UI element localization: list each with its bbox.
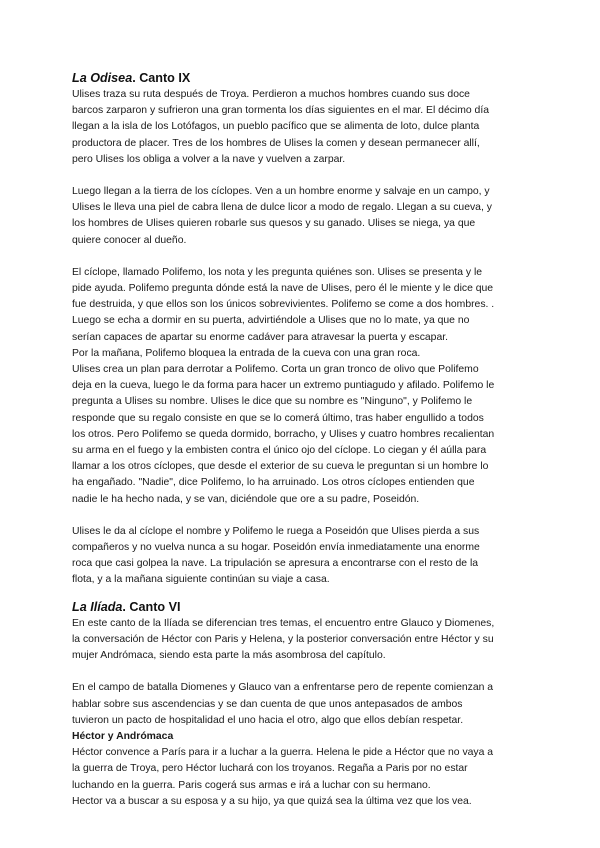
odisea-paragraph-2: Luego llegan a la tierra de los cíclopes. Ven a un hombre enorme y salvaje en un campo, y Ulises le lleva una piel de cabra llena de dulce licor a modo de regalo. Llegan a su cueva, y los hombres de Ulises quieren robarle sus quesos y su ganado. Ulises se niega, ya que quiere conocer al dueño. [72, 186, 492, 246]
odisea-paragraph-1: Ulises traza su ruta después de Troya. Perdieron a muchos hombres cuando sus doce barcos zarparon y sufrieron una gran tormenta los días siguientes en el mar. El décimo día llegan a la isla de los Lotófagos, un pueblo pacífico que se alimenta de loto, dulce planta productora de placer. Tres de los hombres de Ulises la comen y desean permanecer allí, pero Ulises los obliga a volver a la nave y vuelven a zarpar. [72, 89, 489, 165]
heading-iliada-work: La Ilíada [72, 599, 123, 614]
iliada-paragraph-1: En este canto de la Ilíada se diferencian tres temas, el encuentro entre Glauco y Diomenes, la conversación de Héctor con Paris y Helena, y la posterior conversación entre Héctor y su mujer Andrómaca, siendo esta parte la más asombrosa del capítulo. [72, 617, 495, 662]
odisea-paragraph-3: El cíclope, llamado Polifemo, los nota y les pregunta quiénes son. Ulises se presenta y le pide ayuda. Polifemo pregunta dónde está la nave de Ulises, pero él le miente y le dice que fue destruida, y que ellos son los únicos sobrevivientes. Polifemo se come a dos hombres. . Luego se echa a dormir en su puerta, advirtiéndole a Ulises que no lo mate, ya que no serían capaces de apartar su enorme cadáver para atravesar la puerta y escapar. Por la mañana, Polifemo bloquea la entrada de la cueva con una gran roca. Ulises crea un plan para derrotar a Polifemo. Corta un gran tronco de olivo que Polifemo deja en la cueva, luego le da forma para hacer un extremo puntiagudo y afilado. Polifemo le pregunta a Ulises su nombre. Ulises le dice que su nombre es "Ninguno", y Polifemo le responde que su regalo consiste en que se lo comerá último, tras haber engullido a todos los otros. Pero Polifemo se queda dormido, borracho, y Ulises y cuatro hombres recalientan su arma en el fuego y la embisten contra el único ojo del cíclope. Lo ciegan y él aúlla para llamar a los otros cíclopes, que desde el exterior de su cueva le preguntan si un hombre lo ha engañado. "Nadie", dice Polifemo, lo ha arruinado. Los otros cíclopes entienden que nadie le ha hecho nada, y se van, diciéndole que ore a su padre, Poseidón. [72, 266, 495, 505]
heading-iliada [72, 599, 534, 616]
heading-iliada-canto: . Canto VI [122, 599, 181, 614]
odisea-paragraph-4: Ulises le da al cíclope el nombre y Polifemo le ruega a Poseidón que Ulises pierda a sus compañeros y no vuelva nunca a su hogar. Poseidón envía inmediatamente una enorme roca que casi golpea la nave. La tripulación se apresura a encontrarse con el resto de la flota, y a la mañana siguiente continúan su viaje a casa. [72, 525, 480, 586]
subheading-hector-andromaca: Héctor y Andrómaca [72, 730, 174, 742]
heading-odisea [72, 70, 534, 87]
document-page [72, 70, 534, 810]
iliada-paragraph-3: Héctor convence a París para ir a luchar a la guerra. Helena le pide a Héctor que no vaya a la guerra de Troya, pero Héctor luchará con los troyanos. Regaña a Paris por no estar luchando en la guerra. Paris cogerá sus armas e irá a luchar con su hermano. Hector va a buscar a su esposa y a su hijo, ya que quizá sea la última vez que los vea. [72, 747, 494, 807]
heading-odisea-work: La Odisea [72, 71, 133, 85]
heading-odisea-canto: . Canto IX [132, 71, 191, 85]
iliada-paragraph-2: En el campo de batalla Diomenes y Glauco van a enfrentarse pero de repente comienzan a hablar sobre sus ascendencias y se dan cuenta de que unos antepasados de ambos tuvieron un pacto de hospitalidad el uno hacia el otro, algo que ellos debían respetar. [72, 682, 494, 726]
